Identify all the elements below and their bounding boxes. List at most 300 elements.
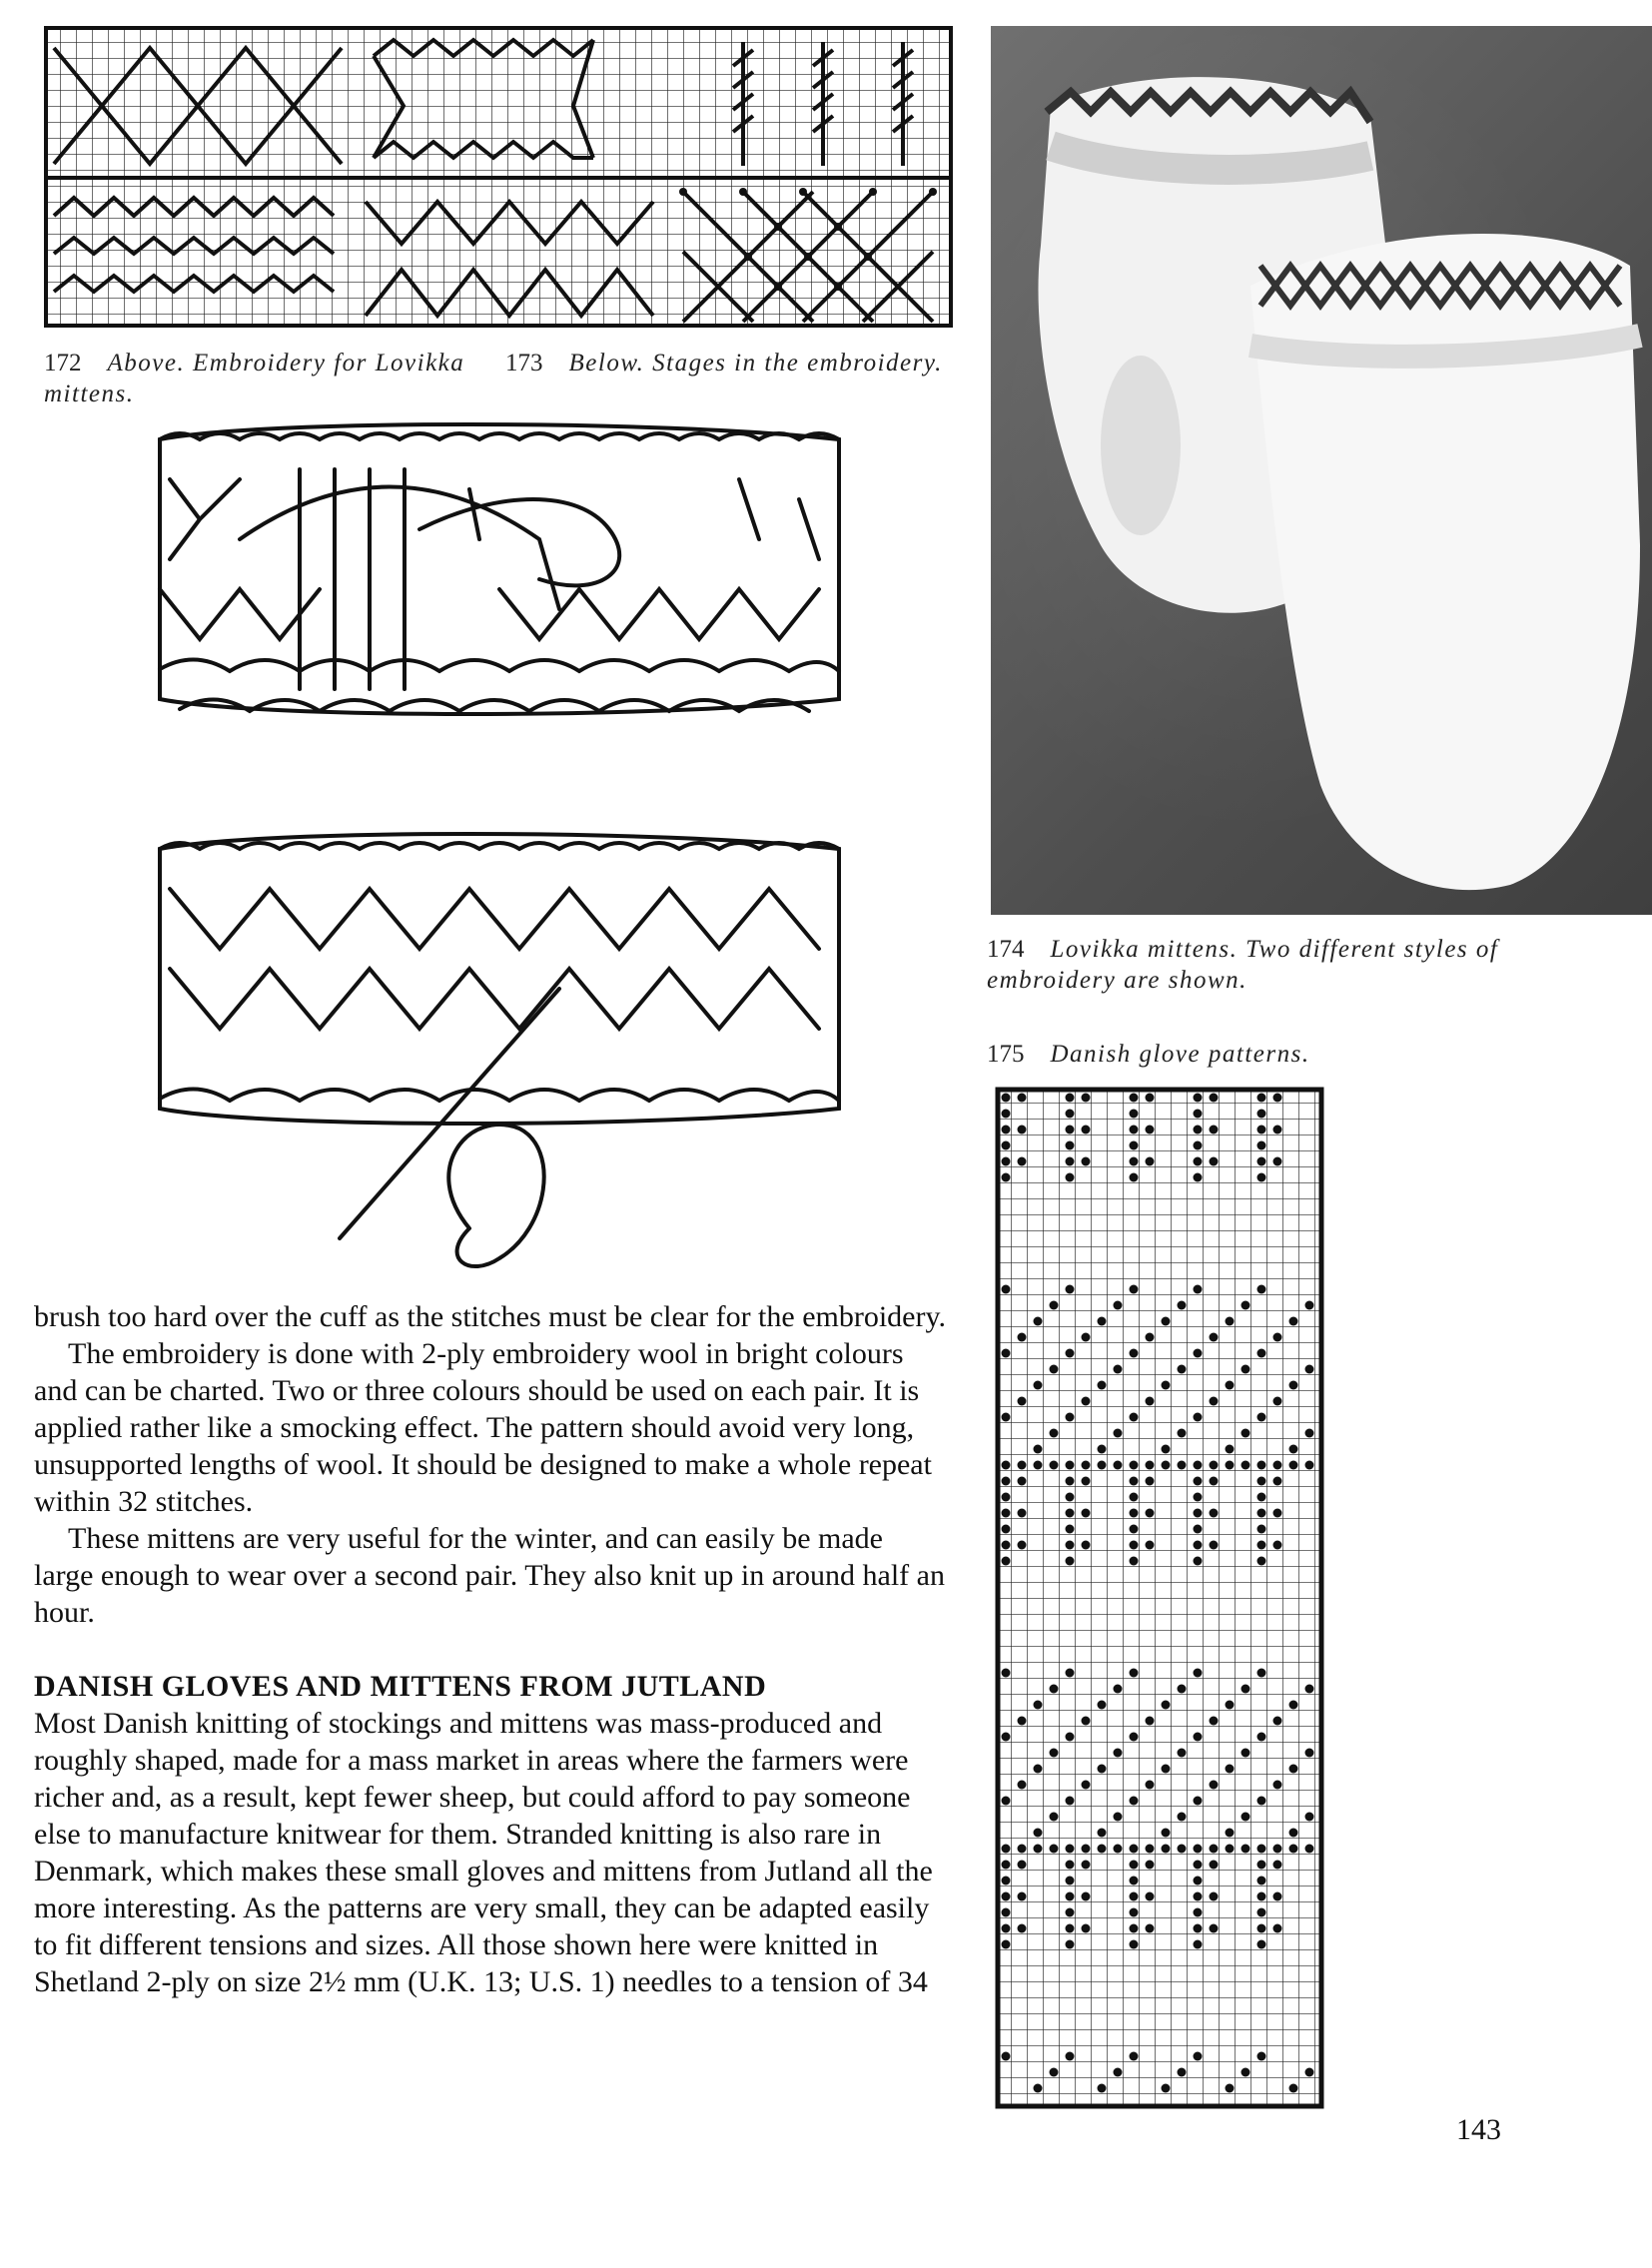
chart-dot: [1210, 1717, 1219, 1726]
chart-dot: [1257, 1141, 1266, 1150]
chart-dot: [1050, 2068, 1059, 2077]
chart-dot: [1098, 1765, 1107, 1774]
chart-dot: [1305, 1749, 1314, 1758]
chart-dot: [1130, 1877, 1139, 1886]
chart-dot: [1178, 1365, 1187, 1374]
chart-dot: [1018, 1477, 1027, 1486]
chart-dot: [1066, 1669, 1075, 1678]
chart-dot: [1210, 1892, 1219, 1901]
chart-dot: [1305, 1365, 1314, 1374]
chart-dot: [1002, 1861, 1011, 1870]
chart-dot: [1066, 1509, 1075, 1518]
chart-dot: [1241, 1301, 1250, 1310]
chart-dot: [1257, 1877, 1266, 1886]
chart-dot: [1050, 1429, 1059, 1438]
chart-dot: [1130, 1493, 1139, 1502]
chart-dot: [1194, 1173, 1203, 1182]
chart-dot: [1082, 1094, 1091, 1103]
chart-dot: [1066, 1908, 1075, 1917]
chart-dot: [1257, 1892, 1266, 1901]
chart-dot: [1066, 1173, 1075, 1182]
chart-dot: [1050, 1461, 1059, 1470]
chart-dot: [1066, 1285, 1075, 1294]
chart-dot: [1194, 2052, 1203, 2061]
chart-dot: [1114, 1461, 1123, 1470]
chart-dot: [1194, 1141, 1203, 1150]
chart-dot: [1002, 1413, 1011, 1422]
chart-dot: [1273, 1892, 1282, 1901]
chart-dot: [1002, 1557, 1011, 1566]
paragraph-3: These mittens are very useful for the winter, and can easily be made large enough to wear over a second pair. They also knit up in around half an hour.: [34, 1522, 945, 1629]
chart-dot: [1194, 1349, 1203, 1358]
chart-dot: [1257, 1493, 1266, 1502]
chart-dot: [1018, 1094, 1027, 1103]
chart-dot: [1273, 1126, 1282, 1134]
chart-dot: [1257, 1413, 1266, 1422]
chart-dot: [1305, 2068, 1314, 2077]
chart-dot: [1002, 1094, 1011, 1103]
chart-dot: [1305, 1813, 1314, 1822]
chart-dot: [1146, 1509, 1155, 1518]
chart-dot: [1066, 1094, 1075, 1103]
chart-dot: [1226, 1461, 1235, 1470]
chart-dot: [1066, 1541, 1075, 1550]
chart-dot: [1146, 1461, 1155, 1470]
chart-dot: [1273, 1541, 1282, 1550]
chart-dot: [1194, 1877, 1203, 1886]
chart-dot: [1210, 1094, 1219, 1103]
chart-dot: [1098, 2084, 1107, 2093]
chart-dot: [1210, 1126, 1219, 1134]
chart-dot: [1162, 1765, 1171, 1774]
chart-dot: [1257, 1509, 1266, 1518]
mittens-photo-image: [991, 26, 1652, 915]
chart-dot: [1034, 1381, 1043, 1390]
chart-dot: [1146, 1717, 1155, 1726]
chart-dot: [1018, 1157, 1027, 1166]
chart-dot: [1178, 1461, 1187, 1470]
chart-dot: [1034, 1845, 1043, 1854]
chart-dot: [1210, 1845, 1219, 1854]
chart-dot: [1289, 1845, 1298, 1854]
chart-dot: [1162, 1445, 1171, 1454]
chart-dot: [1146, 1477, 1155, 1486]
chart-dot: [1194, 1493, 1203, 1502]
chart-dot: [1066, 1924, 1075, 1933]
danish-glove-chart: [995, 1087, 1324, 2109]
chart-dot: [1305, 1845, 1314, 1854]
chart-dot: [1257, 1861, 1266, 1870]
chart-dot: [1194, 1733, 1203, 1742]
chart-dot: [1226, 1765, 1235, 1774]
chart-dot: [1066, 1892, 1075, 1901]
chart-dot: [1257, 1110, 1266, 1119]
chart-dot: [1273, 1717, 1282, 1726]
chart-dot: [1002, 1797, 1011, 1806]
chart-dot: [1146, 1845, 1155, 1854]
chart-dot: [1194, 1940, 1203, 1949]
page-number: 143: [1456, 2113, 1501, 2146]
chart-dot: [1002, 1877, 1011, 1886]
chart-dot: [1210, 1924, 1219, 1933]
chart-dot: [1002, 1940, 1011, 1949]
chart-dot: [1082, 1126, 1091, 1134]
chart-dot: [1130, 1157, 1139, 1166]
chart-dot: [1162, 2084, 1171, 2093]
chart-dot: [1098, 1829, 1107, 1838]
chart-dot: [1194, 1110, 1203, 1119]
chart-dot: [1226, 2084, 1235, 2093]
caption-text: Lovikka mittens. Two different styles of embroidery are shown.: [987, 936, 1499, 994]
chart-dot: [1257, 1157, 1266, 1166]
chart-dot: [1226, 1701, 1235, 1710]
chart-dot: [1130, 1094, 1139, 1103]
embroidery-stages-illustration: [140, 409, 879, 1288]
chart-dot: [1273, 1477, 1282, 1486]
chart-dot: [1146, 1397, 1155, 1406]
chart-dot: [1194, 1924, 1203, 1933]
chart-dot: [1082, 1845, 1091, 1854]
chart-dot: [1066, 1110, 1075, 1119]
chart-dot: [1066, 1126, 1075, 1134]
chart-dot: [1146, 1781, 1155, 1790]
chart-dot: [1114, 2068, 1123, 2077]
chart-dot: [1273, 1845, 1282, 1854]
chart-dot: [1257, 1733, 1266, 1742]
chart-dot: [1082, 1461, 1091, 1470]
chart-dot: [1273, 1333, 1282, 1342]
chart-dot: [1034, 2084, 1043, 2093]
chart-dot: [1018, 1397, 1027, 1406]
chart-dot: [1146, 1541, 1155, 1550]
chart-dot: [1018, 1461, 1027, 1470]
chart-dot: [1002, 1541, 1011, 1550]
chart-dot: [1066, 1349, 1075, 1358]
chart-dot: [1130, 1173, 1139, 1182]
chart-dot: [1289, 1829, 1298, 1838]
figure-number: 175: [987, 1041, 1025, 1068]
caption-text: Above. Embroidery for Lovikka mittens.: [44, 350, 465, 407]
chart-dot: [1257, 1908, 1266, 1917]
section-heading: DANISH GLOVES AND MITTENS FROM JUTLAND: [34, 1670, 767, 1703]
chart-dot: [1241, 1429, 1250, 1438]
chart-dot: [1257, 1173, 1266, 1182]
chart-dot: [1289, 1445, 1298, 1454]
chart-dot: [1257, 1461, 1266, 1470]
chart-dot: [1194, 1892, 1203, 1901]
chart-dot: [1257, 1349, 1266, 1358]
chart-dot: [1194, 1557, 1203, 1566]
chart-dot: [1002, 1892, 1011, 1901]
chart-dot: [1034, 1461, 1043, 1470]
chart-dot: [1162, 1829, 1171, 1838]
chart-dot: [1257, 1477, 1266, 1486]
chart-dot: [1082, 1892, 1091, 1901]
chart-dot: [1082, 1861, 1091, 1870]
chart-dot: [1034, 1765, 1043, 1774]
chart-dot: [1002, 2052, 1011, 2061]
chart-dot: [1226, 1445, 1235, 1454]
chart-dot: [1066, 1413, 1075, 1422]
chart-dot: [1257, 1285, 1266, 1294]
chart-dot: [1146, 1094, 1155, 1103]
chart-dot: [1273, 1861, 1282, 1870]
chart-dot: [1002, 1525, 1011, 1534]
caption-text: Below. Stages in the embroidery.: [568, 350, 943, 377]
chart-dot: [1257, 1094, 1266, 1103]
chart-dot: [1130, 1285, 1139, 1294]
chart-dot: [1194, 1285, 1203, 1294]
chart-dot: [1034, 1317, 1043, 1326]
chart-dot: [1002, 1493, 1011, 1502]
chart-dot: [1241, 1813, 1250, 1822]
chart-dot: [1050, 1301, 1059, 1310]
chart-dot: [1273, 1924, 1282, 1933]
chart-dot: [1130, 1509, 1139, 1518]
chart-dot: [1257, 1845, 1266, 1854]
caption-173: [505, 348, 965, 378]
figure-number: 174: [987, 936, 1025, 963]
chart-dot: [1082, 1397, 1091, 1406]
chart-dot: [1130, 1908, 1139, 1917]
chart-dot: [1098, 1845, 1107, 1854]
chart-dot: [1066, 2052, 1075, 2061]
embroidery-chart: [44, 26, 955, 330]
paragraph-4: Most Danish knitting of stockings and mittens was mass-produced and roughly shaped, made for a mass market in areas where the farmers were richer and, as a result, kept fewer sheep, but could afford to pay someone else to manufacture knitwear for them. Stranded knitting is also rare in Denmark, which makes these small gloves and mittens from Jutland all the more interesting. As the patterns are very small, they can be adapted easily to fit different tensions and sizes. All those shown here were knitted in Shetland 2-ply on size 2½ mm (U.K. 13; U.S. 1) needles to a tension of 34: [34, 1707, 933, 1998]
caption-174: [987, 934, 1506, 996]
chart-dot: [1210, 1477, 1219, 1486]
chart-dot: [1273, 1094, 1282, 1103]
chart-dot: [1082, 1781, 1091, 1790]
chart-dot: [1050, 1685, 1059, 1694]
chart-dot: [1194, 1669, 1203, 1678]
chart-dot: [1210, 1333, 1219, 1342]
chart-dot: [1050, 1845, 1059, 1854]
chart-dot: [1114, 1365, 1123, 1374]
chart-dot: [1130, 1477, 1139, 1486]
chart-dot: [1130, 1940, 1139, 1949]
chart-dot: [1034, 1701, 1043, 1710]
chart-dot: [1098, 1317, 1107, 1326]
chart-dot: [1257, 1924, 1266, 1933]
chart-dot: [1226, 1845, 1235, 1854]
chart-dot: [1178, 1301, 1187, 1310]
chart-dot: [1114, 1429, 1123, 1438]
chart-dot: [1130, 1541, 1139, 1550]
chart-dot: [1002, 1141, 1011, 1150]
chart-dot: [1130, 1110, 1139, 1119]
chart-dot: [1130, 1845, 1139, 1854]
chart-dot: [1257, 1541, 1266, 1550]
chart-dot: [1289, 1461, 1298, 1470]
chart-dot: [1130, 1141, 1139, 1150]
chart-dot: [1178, 1845, 1187, 1854]
chart-dot: [1130, 2052, 1139, 2061]
chart-dot: [1194, 1126, 1203, 1134]
caption-175: [987, 1039, 1506, 1070]
chart-dot: [1018, 1924, 1027, 1933]
caption-172: [44, 348, 493, 409]
chart-dot: [1162, 1701, 1171, 1710]
chart-dot: [1066, 1733, 1075, 1742]
chart-dot: [1098, 1461, 1107, 1470]
chart-dot: [1098, 1701, 1107, 1710]
chart-dot: [1130, 1733, 1139, 1742]
chart-dot: [1273, 1781, 1282, 1790]
chart-dot: [1018, 1509, 1027, 1518]
chart-dot: [1241, 2068, 1250, 2077]
chart-dot: [1018, 1861, 1027, 1870]
paragraph-2: The embroidery is done with 2-ply embroidery wool in bright colours and can be charted. Two or three colours should be used on each pair. It is applied rather like a smocking effect. The pattern should avoid very long, unsupported lengths of wool. It should be designed to make a whole repeat within 32 stitches.: [34, 1337, 932, 1518]
chart-dot: [1226, 1317, 1235, 1326]
chart-dot: [1114, 1749, 1123, 1758]
caption-text: Danish glove patterns.: [1050, 1041, 1310, 1068]
chart-dot: [1273, 1397, 1282, 1406]
chart-dot: [1066, 1877, 1075, 1886]
chart-dot: [1257, 1525, 1266, 1534]
chart-dot: [1002, 1157, 1011, 1166]
chart-dot: [1018, 1541, 1027, 1550]
chart-dot: [1018, 1333, 1027, 1342]
chart-dot: [1066, 1157, 1075, 1166]
chart-dot: [1178, 1429, 1187, 1438]
chart-dot: [1082, 1333, 1091, 1342]
chart-dot: [1210, 1509, 1219, 1518]
chart-dot: [1066, 1557, 1075, 1566]
chart-dot: [1194, 1509, 1203, 1518]
chart-dot: [1210, 1781, 1219, 1790]
chart-dot: [1162, 1461, 1171, 1470]
chart-dot: [1098, 1445, 1107, 1454]
chart-dot: [1146, 1333, 1155, 1342]
chart-dot: [1114, 1845, 1123, 1854]
chart-dot: [1194, 1461, 1203, 1470]
chart-dot: [1273, 1461, 1282, 1470]
chart-dot: [1130, 1861, 1139, 1870]
chart-dot: [1002, 1285, 1011, 1294]
chart-dot: [1130, 1669, 1139, 1678]
chart-dot: [1002, 1924, 1011, 1933]
chart-dot: [1098, 1381, 1107, 1390]
chart-dot: [1130, 1525, 1139, 1534]
chart-dot: [1066, 1141, 1075, 1150]
chart-dot: [1194, 1797, 1203, 1806]
chart-dot: [1082, 1924, 1091, 1933]
chart-dot: [1241, 1685, 1250, 1694]
chart-dot: [1002, 1461, 1011, 1470]
chart-dot: [1194, 1908, 1203, 1917]
chart-dot: [1289, 2084, 1298, 2093]
chart-dot: [1114, 1301, 1123, 1310]
chart-dot: [1002, 1477, 1011, 1486]
chart-dot: [1194, 1845, 1203, 1854]
chart-dot: [1082, 1509, 1091, 1518]
chart-dot: [1289, 1317, 1298, 1326]
chart-dot: [1146, 1126, 1155, 1134]
chart-dot: [1273, 1509, 1282, 1518]
chart-dot: [1305, 1301, 1314, 1310]
chart-dot: [1289, 1701, 1298, 1710]
chart-dot: [1002, 1845, 1011, 1854]
chart-dot: [1114, 1685, 1123, 1694]
chart-dot: [1194, 1861, 1203, 1870]
chart-dot: [1050, 1813, 1059, 1822]
chart-dot: [1257, 1557, 1266, 1566]
chart-dot: [1130, 1413, 1139, 1422]
chart-dot: [1002, 1126, 1011, 1134]
chart-dot: [1066, 1940, 1075, 1949]
chart-dot: [1002, 1110, 1011, 1119]
chart-dot: [1018, 1717, 1027, 1726]
chart-dot: [1273, 1157, 1282, 1166]
chart-dot: [1178, 1685, 1187, 1694]
paragraph-1: brush too hard over the cuff as the stitches must be clear for the embroidery.: [34, 1300, 947, 1333]
chart-dot: [1226, 1829, 1235, 1838]
chart-dot: [1194, 1413, 1203, 1422]
chart-dot: [1257, 1940, 1266, 1949]
chart-dot: [1178, 2068, 1187, 2077]
chart-dot: [1194, 1541, 1203, 1550]
chart-dot: [1002, 1908, 1011, 1917]
chart-dot: [1002, 1173, 1011, 1182]
chart-dot: [1066, 1845, 1075, 1854]
chart-dot: [1210, 1461, 1219, 1470]
chart-dot: [1066, 1797, 1075, 1806]
chart-dot: [1130, 1924, 1139, 1933]
chart-dot: [1178, 1749, 1187, 1758]
chart-dot: [1018, 1126, 1027, 1134]
chart-dot: [1162, 1317, 1171, 1326]
chart-dot: [1178, 1813, 1187, 1822]
chart-dot: [1130, 1797, 1139, 1806]
chart-dot: [1034, 1829, 1043, 1838]
chart-dot: [1146, 1861, 1155, 1870]
chart-dot: [1066, 1461, 1075, 1470]
chart-dot: [1130, 1126, 1139, 1134]
chart-dot: [1305, 1429, 1314, 1438]
chart-dot: [1146, 1157, 1155, 1166]
chart-dot: [1241, 1461, 1250, 1470]
chart-dot: [1162, 1381, 1171, 1390]
chart-dot: [1066, 1477, 1075, 1486]
chart-dot: [1082, 1541, 1091, 1550]
chart-dot: [1082, 1717, 1091, 1726]
chart-dot: [1241, 1845, 1250, 1854]
chart-dot: [1241, 1749, 1250, 1758]
chart-dot: [1241, 1365, 1250, 1374]
chart-dot: [1257, 1669, 1266, 1678]
chart-dot: [1018, 1781, 1027, 1790]
chart-dot: [1194, 1094, 1203, 1103]
chart-dot: [1034, 1445, 1043, 1454]
chart-dot: [1210, 1861, 1219, 1870]
chart-dot: [1257, 2052, 1266, 2061]
chart-dot: [1050, 1749, 1059, 1758]
chart-dot: [1066, 1493, 1075, 1502]
chart-dot: [1002, 1669, 1011, 1678]
chart-dot: [1257, 1797, 1266, 1806]
chart-dot: [1162, 1845, 1171, 1854]
chart-dot: [1210, 1397, 1219, 1406]
chart-dot: [1194, 1477, 1203, 1486]
figure-number: 173: [505, 350, 543, 377]
chart-dot: [1114, 1813, 1123, 1822]
chart-dot: [1289, 1381, 1298, 1390]
chart-dot: [1002, 1349, 1011, 1358]
chart-dot: [1050, 1365, 1059, 1374]
chart-dot: [1066, 1861, 1075, 1870]
chart-dot: [1018, 1845, 1027, 1854]
